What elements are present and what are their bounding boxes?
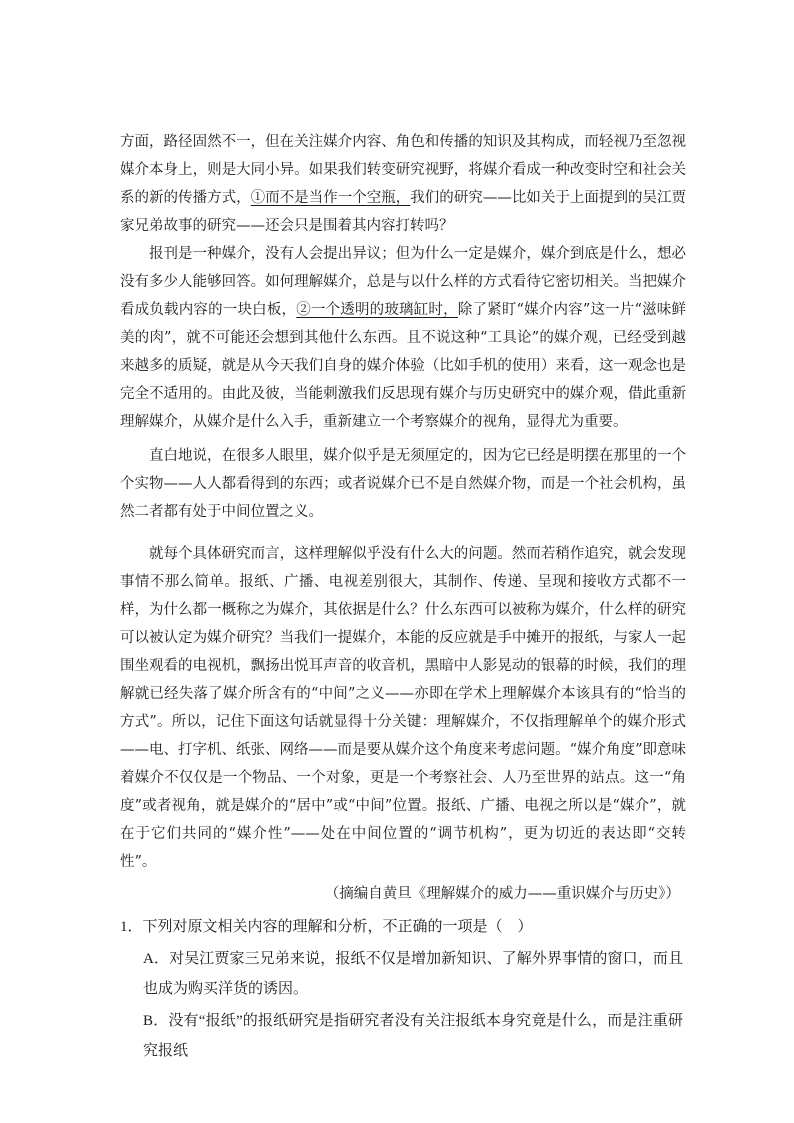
question-stem: 1．下列对原文相关内容的理解和分析，不正确的一项是（ ） <box>120 919 533 935</box>
underlined-phrase-1: ①而不是当作一个空瓶， <box>250 190 411 206</box>
paragraph-2-text-a: 报刊是一种媒介，没有人会提出异议；但为什么一定是媒介，媒介到底是什么，想必没有多少人能够回答。如何理解媒介，总是与以什么样的方式看待它密切相关。当把媒介看成负载内容的一块白板， <box>120 246 686 318</box>
underlined-phrase-2: ②一个透明的玻璃缸时， <box>296 302 458 318</box>
option-b: B．没有“报纸”的报纸研究是指研究者没有关注报纸本身究竟是什么，而是注重研究报纸 <box>143 1013 683 1059</box>
paragraph-3: 直白地说，在很多人眼里，媒介似乎是无须厘定的，因为它已经是明摆在那里的一个个实物——人人都看得到的东西；或者说媒介已不是自然媒介物，而是一个社会机构，虽然二者都有处于中间位置之义。 <box>120 448 686 520</box>
paragraph-1-text-b: 我们的研究——比如关于上面提到的吴江贾家兄弟故事的研究——还会只是围着其内容打转吗？ <box>120 190 687 234</box>
paragraph-1 <box>120 128 686 240</box>
source-citation: （摘编自黄旦《理解媒介的威力——重识媒介与历史》） <box>324 886 680 902</box>
paragraph-4: 就每个具体研究而言，这样理解似乎没有什么大的问题。然而若稍作追究，就会发现事情不那么简单。报纸、广播、电视差别很大，其制作、传递、呈现和接收方式都不一样，为什么都一概称之为媒介，其依据是什么？什么东西可以被称为媒介，什么样的研究可以被认定为媒介研究？当我们一提媒介，本能的反应就是手中摊开的报纸，与家人一起围坐观看的电视机，飘扬出悦耳声音的收音机，黑暗中人影晃动的银幕的时候，我们的理解就已经失落了媒介所含有的“中间”之义——亦即在学术上理解媒介本该具有的“恰当的方式”。所以，记住下面这句话就显得十分关键：理解媒介，不仅指理解单个的媒介形式——电、打字机、纸张、网络——而是要从媒介这个角度来考虑问题。“媒介角度”即意味着媒介不仅仅是一个物品、一个对象，更是一个考察社会、人乃至世界的站点。这一“角度”或者视角，就是媒介的“居中”或“中间”位置。报纸、广播、电视之所以是“媒介”，就在于它们共同的“媒介性”——处在中间位置的“调节机构”，更为切近的表达即“交转性”。 <box>120 546 686 870</box>
option-a: A．对吴江贾家三兄弟来说，报纸不仅是增加新知识、了解外界事情的窗口，而且也成为购买洋货的诱因。 <box>143 951 683 997</box>
paragraph-1-text-a: 方面，路径固然不一，但在关注媒介内容、角色和传播的知识及其构成，而轻视乃至忽视媒介本身上，则是大同小异。如果我们转变研究视野，将媒介看成一种改变时空和社会关系的新的传播方式， <box>120 134 686 206</box>
paragraph-2-text-b: 除了紧盯“媒介内容”这一片“滋味鲜美的肉”，就不可能还会想到其他什么东西。且不说这种“工具论”的媒介观，已经受到越来越多的质疑，就是从今天我们自身的媒介体验（比如手机的使用）来看，这一观念也是完全不适用的。由此及彼，当能刺激我们反思现有媒介与历史研究中的媒介观，借此重新理解媒介，从媒介是什么入手，重新建立一个考察媒介的视角，显得尤为重要。 <box>120 302 686 430</box>
paragraph-2 <box>120 240 686 436</box>
